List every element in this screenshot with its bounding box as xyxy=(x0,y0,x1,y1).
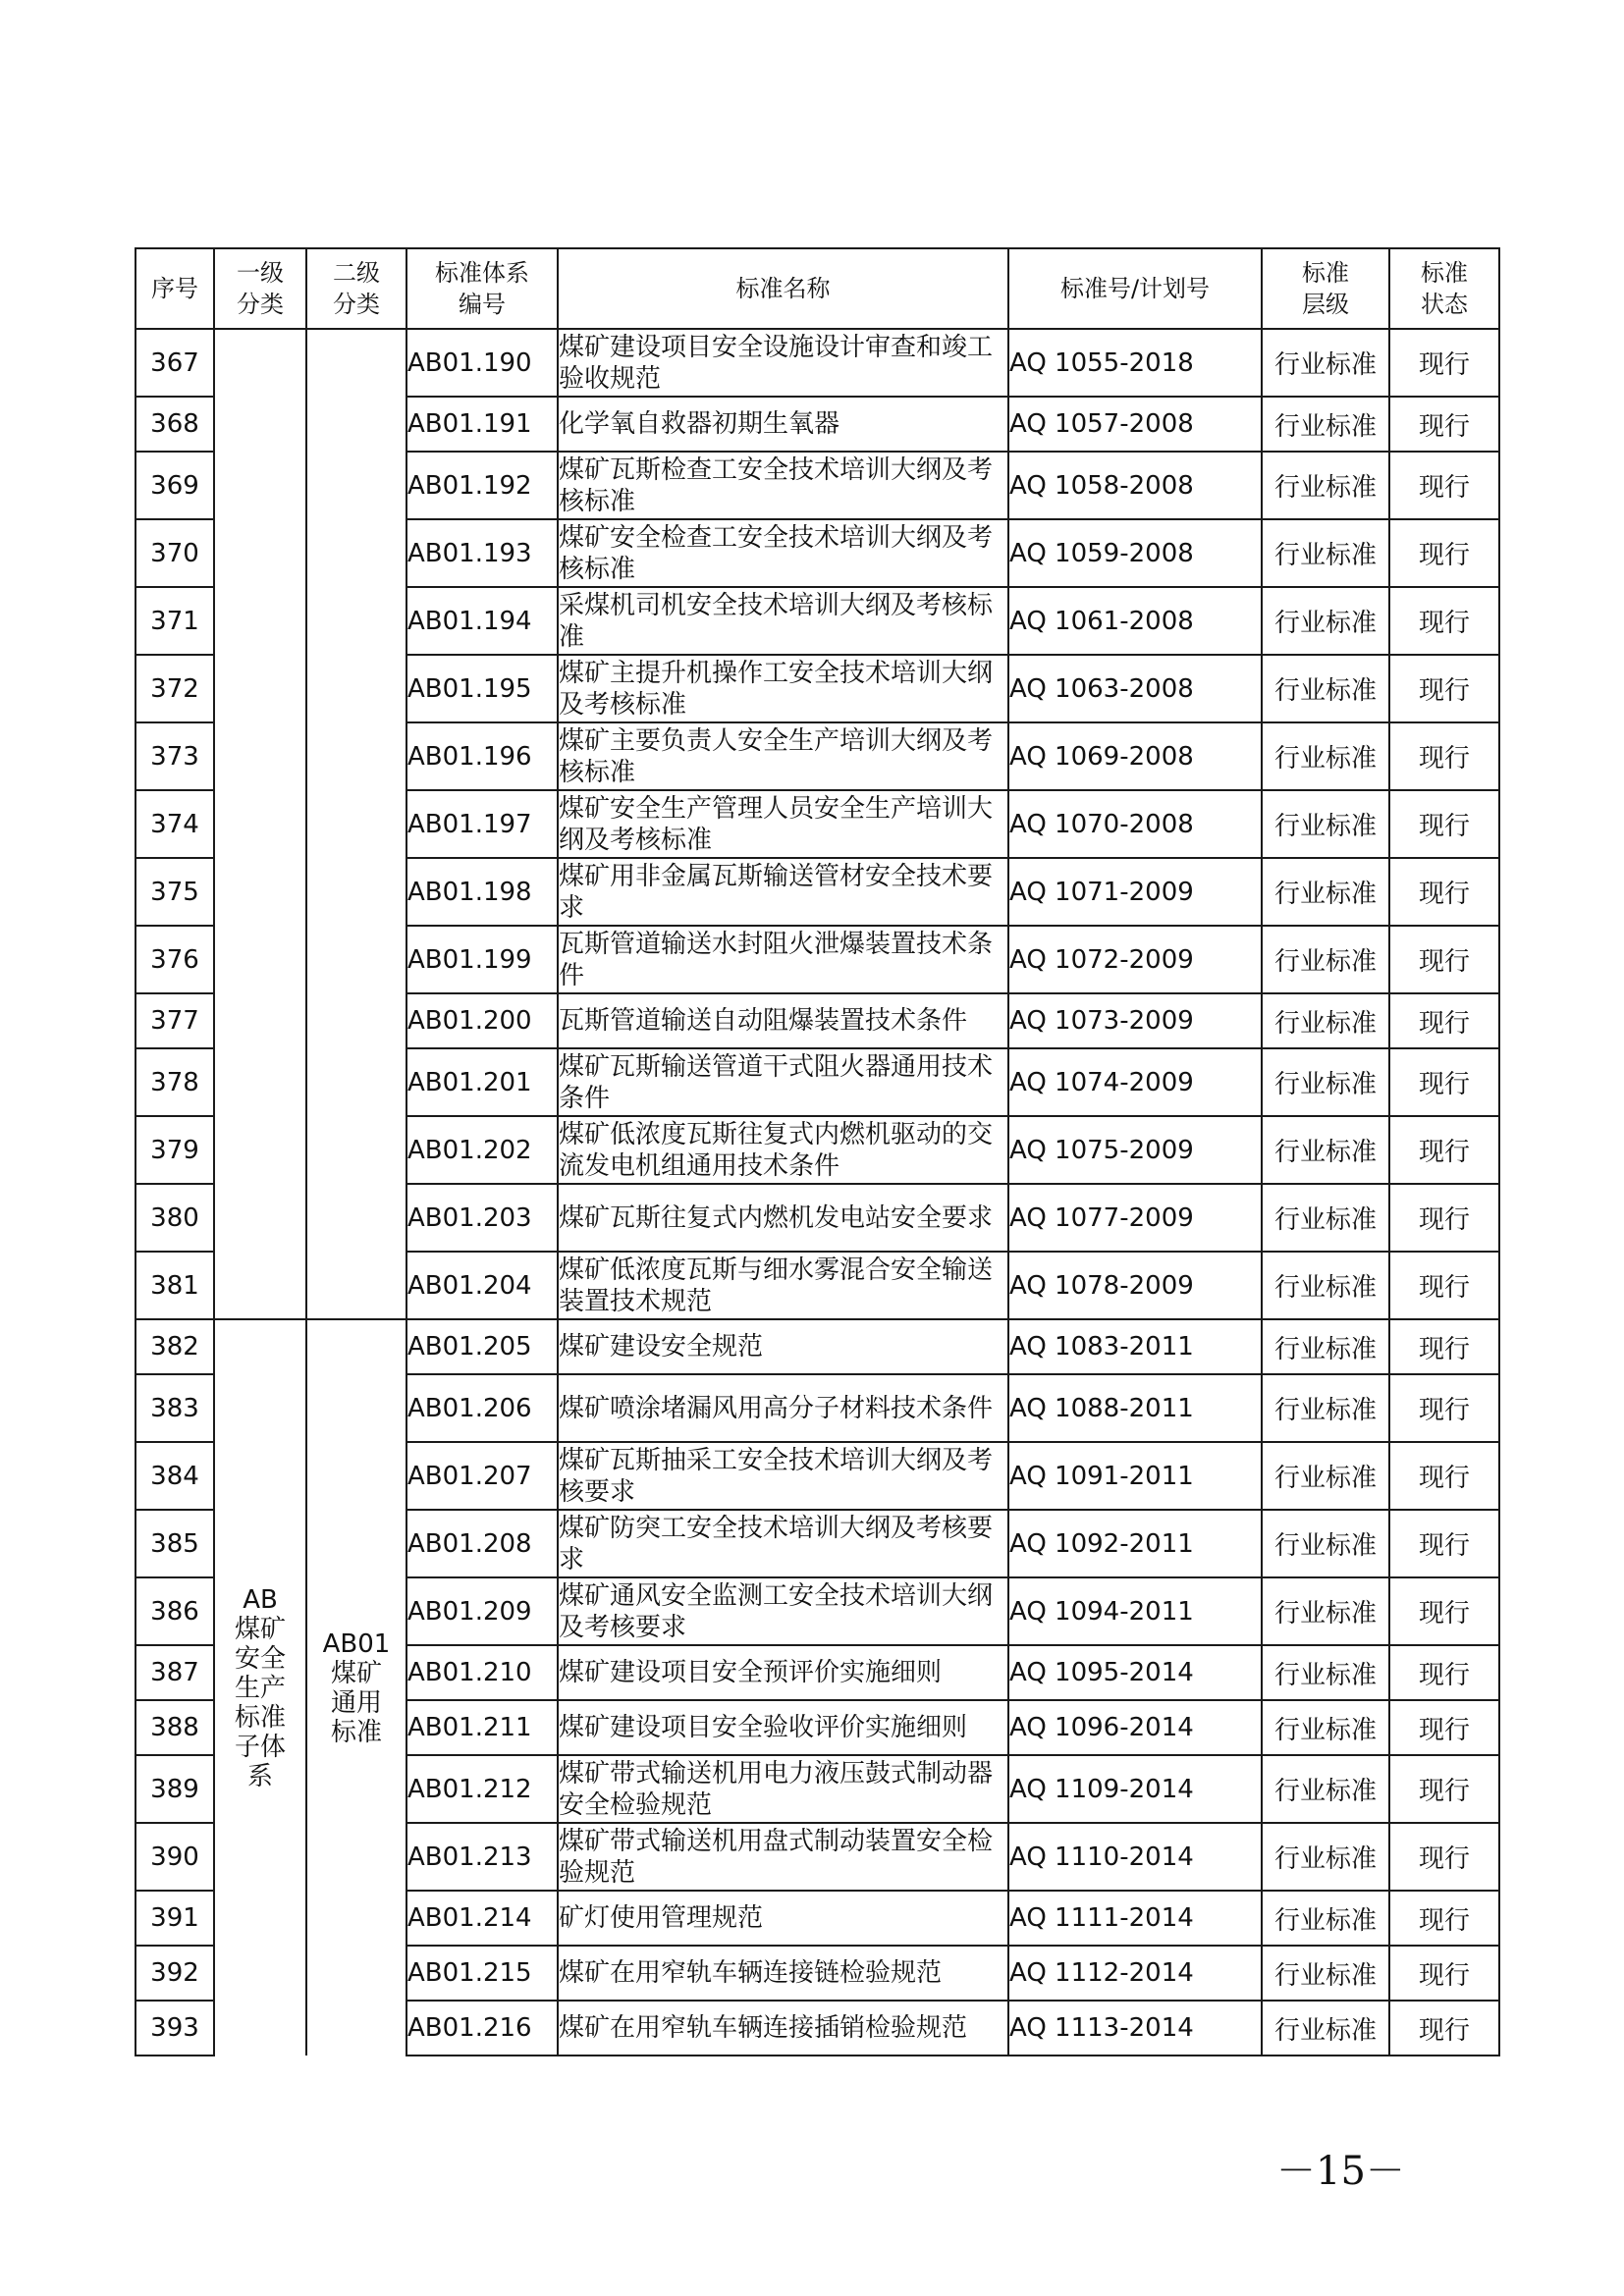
standard-status: 现行 xyxy=(1389,1700,1499,1755)
standard-name: 煤矿主提升机操作工安全技术培训大纲及考核标准 xyxy=(558,655,1008,722)
standard-code: AB01.195 xyxy=(406,655,558,722)
standard-status: 现行 xyxy=(1389,1252,1499,1319)
header-std-level: 标准 层级 xyxy=(1262,248,1389,329)
standard-code: AB01.216 xyxy=(406,2001,558,2056)
standard-name: 采煤机司机安全技术培训大纲及考核标准 xyxy=(558,587,1008,655)
standard-status: 现行 xyxy=(1389,587,1499,655)
header-code: 标准体系 编号 xyxy=(406,248,558,329)
standard-level: 行业标准 xyxy=(1262,519,1389,587)
standard-code: AB01.191 xyxy=(406,397,558,452)
standard-number: AQ 1061-2008 xyxy=(1008,587,1262,655)
standard-name: 煤矿通风安全监测工安全技术培训大纲及考核要求 xyxy=(558,1577,1008,1645)
standard-status: 现行 xyxy=(1389,1577,1499,1645)
standard-name: 矿灯使用管理规范 xyxy=(558,1891,1008,1946)
row-number: 390 xyxy=(135,1823,214,1891)
standard-level: 行业标准 xyxy=(1262,1116,1389,1184)
standard-code: AB01.198 xyxy=(406,858,558,926)
row-number: 392 xyxy=(135,1946,214,2001)
standard-level: 行业标准 xyxy=(1262,1577,1389,1645)
row-number: 371 xyxy=(135,587,214,655)
standard-level: 行业标准 xyxy=(1262,1645,1389,1700)
standard-level: 行业标准 xyxy=(1262,993,1389,1048)
standard-code: AB01.205 xyxy=(406,1319,558,1374)
standard-level: 行业标准 xyxy=(1262,1374,1389,1442)
standard-number: AQ 1055-2018 xyxy=(1008,329,1262,397)
standard-number: AQ 1094-2011 xyxy=(1008,1577,1262,1645)
standard-code: AB01.194 xyxy=(406,587,558,655)
level1-label: 标准 xyxy=(234,1702,286,1733)
standard-name: 煤矿安全检查工安全技术培训大纲及考核标准 xyxy=(558,519,1008,587)
standard-number: AQ 1095-2014 xyxy=(1008,1645,1262,1700)
standard-number: AQ 1077-2009 xyxy=(1008,1184,1262,1252)
standard-status: 现行 xyxy=(1389,1374,1499,1442)
standard-name: 煤矿低浓度瓦斯往复式内燃机驱动的交流发电机组通用技术条件 xyxy=(558,1116,1008,1184)
row-number: 386 xyxy=(135,1577,214,1645)
level2-label: 标准 xyxy=(330,1717,382,1747)
standard-status: 现行 xyxy=(1389,858,1499,926)
standard-name: 煤矿用非金属瓦斯输送管材安全技术要求 xyxy=(558,858,1008,926)
standard-level: 行业标准 xyxy=(1262,722,1389,790)
standard-name: 煤矿建设项目安全验收评价实施细则 xyxy=(558,1700,1008,1755)
row-number: 375 xyxy=(135,858,214,926)
standard-name: 煤矿防突工安全技术培训大纲及考核要求 xyxy=(558,1510,1008,1577)
standard-status: 现行 xyxy=(1389,655,1499,722)
standard-number: AQ 1073-2009 xyxy=(1008,993,1262,1048)
standard-name: 煤矿建设项目安全预评价实施细则 xyxy=(558,1645,1008,1700)
standard-code: AB01.206 xyxy=(406,1374,558,1442)
level1-label: 系 xyxy=(246,1761,273,1791)
row-number: 388 xyxy=(135,1700,214,1755)
row-number: 369 xyxy=(135,452,214,519)
header-level1: 一级 分类 xyxy=(214,248,306,329)
standard-code: AB01.196 xyxy=(406,722,558,790)
standard-number: AQ 1113-2014 xyxy=(1008,2001,1262,2056)
standard-number: AQ 1110-2014 xyxy=(1008,1823,1262,1891)
standard-level: 行业标准 xyxy=(1262,1442,1389,1510)
row-number: 368 xyxy=(135,397,214,452)
standard-name: 煤矿在用窄轨车辆连接插销检验规范 xyxy=(558,2001,1008,2056)
standard-number: AQ 1058-2008 xyxy=(1008,452,1262,519)
header-std-status: 标准 状态 xyxy=(1389,248,1499,329)
standard-name: 煤矿带式输送机用电力液压鼓式制动器安全检验规范 xyxy=(558,1755,1008,1823)
standard-code: AB01.203 xyxy=(406,1184,558,1252)
standard-code: AB01.210 xyxy=(406,1645,558,1700)
row-number: 383 xyxy=(135,1374,214,1442)
standard-code: AB01.209 xyxy=(406,1577,558,1645)
standard-number: AQ 1092-2011 xyxy=(1008,1510,1262,1577)
standards-table xyxy=(135,247,1500,2056)
level2-label: AB01 xyxy=(322,1629,391,1659)
standard-status: 现行 xyxy=(1389,926,1499,993)
standard-name: 煤矿瓦斯往复式内燃机发电站安全要求 xyxy=(558,1184,1008,1252)
standard-status: 现行 xyxy=(1389,790,1499,858)
standard-name: 煤矿带式输送机用盘式制动装置安全检验规范 xyxy=(558,1823,1008,1891)
standard-code: AB01.207 xyxy=(406,1442,558,1510)
standard-level: 行业标准 xyxy=(1262,452,1389,519)
table-row xyxy=(135,1319,1499,1374)
table-body xyxy=(135,329,1499,2056)
standard-status: 现行 xyxy=(1389,1319,1499,1374)
row-number: 391 xyxy=(135,1891,214,1946)
standard-number: AQ 1063-2008 xyxy=(1008,655,1262,722)
standard-level: 行业标准 xyxy=(1262,587,1389,655)
level1-label: 生产 xyxy=(234,1673,286,1703)
standard-code: AB01.193 xyxy=(406,519,558,587)
standard-code: AB01.212 xyxy=(406,1755,558,1823)
standard-name: 煤矿主要负责人安全生产培训大纲及考核标准 xyxy=(558,722,1008,790)
header-row xyxy=(135,248,1499,329)
row-number: 370 xyxy=(135,519,214,587)
row-number: 374 xyxy=(135,790,214,858)
standard-number: AQ 1059-2008 xyxy=(1008,519,1262,587)
header-name: 标准名称 xyxy=(558,248,1008,329)
row-number: 380 xyxy=(135,1184,214,1252)
standard-status: 现行 xyxy=(1389,1823,1499,1891)
row-number: 389 xyxy=(135,1755,214,1823)
standard-status: 现行 xyxy=(1389,397,1499,452)
level1-label: 安全 xyxy=(234,1643,286,1674)
standard-level: 行业标准 xyxy=(1262,1510,1389,1577)
standard-status: 现行 xyxy=(1389,1891,1499,1946)
standard-code: AB01.202 xyxy=(406,1116,558,1184)
standard-status: 现行 xyxy=(1389,1048,1499,1116)
standard-level: 行业标准 xyxy=(1262,1048,1389,1116)
row-number: 367 xyxy=(135,329,214,397)
standard-status: 现行 xyxy=(1389,2001,1499,2056)
standard-level: 行业标准 xyxy=(1262,858,1389,926)
standard-status: 现行 xyxy=(1389,452,1499,519)
standard-name: 煤矿瓦斯检查工安全技术培训大纲及考核标准 xyxy=(558,452,1008,519)
standard-level: 行业标准 xyxy=(1262,2001,1389,2056)
standard-name: 煤矿瓦斯输送管道干式阻火器通用技术条件 xyxy=(558,1048,1008,1116)
standard-code: AB01.200 xyxy=(406,993,558,1048)
table-row xyxy=(135,329,1499,397)
row-number: 376 xyxy=(135,926,214,993)
standard-name: 化学氧自救器初期生氧器 xyxy=(558,397,1008,452)
level1-category xyxy=(214,1319,306,2056)
standard-code: AB01.204 xyxy=(406,1252,558,1319)
standard-level: 行业标准 xyxy=(1262,655,1389,722)
standard-status: 现行 xyxy=(1389,1442,1499,1510)
standard-number: AQ 1069-2008 xyxy=(1008,722,1262,790)
standard-level: 行业标准 xyxy=(1262,397,1389,452)
standard-status: 现行 xyxy=(1389,1510,1499,1577)
standard-level: 行业标准 xyxy=(1262,1184,1389,1252)
header-level2: 二级 分类 xyxy=(306,248,406,329)
standard-status: 现行 xyxy=(1389,993,1499,1048)
standard-level: 行业标准 xyxy=(1262,1891,1389,1946)
standard-number: AQ 1075-2009 xyxy=(1008,1116,1262,1184)
standard-code: AB01.213 xyxy=(406,1823,558,1891)
page-number: －15－ xyxy=(1276,2149,1405,2194)
standard-name: 煤矿喷涂堵漏风用高分子材料技术条件 xyxy=(558,1374,1008,1442)
standard-number: AQ 1112-2014 xyxy=(1008,1946,1262,2001)
standard-status: 现行 xyxy=(1389,1645,1499,1700)
standard-code: AB01.201 xyxy=(406,1048,558,1116)
standard-level: 行业标准 xyxy=(1262,329,1389,397)
standard-level: 行业标准 xyxy=(1262,1755,1389,1823)
standard-number: AQ 1111-2014 xyxy=(1008,1891,1262,1946)
row-number: 381 xyxy=(135,1252,214,1319)
standard-number: AQ 1109-2014 xyxy=(1008,1755,1262,1823)
level2-cell xyxy=(306,329,406,1319)
standard-number: AQ 1057-2008 xyxy=(1008,397,1262,452)
row-number: 384 xyxy=(135,1442,214,1510)
standard-number: AQ 1071-2009 xyxy=(1008,858,1262,926)
standard-code: AB01.197 xyxy=(406,790,558,858)
standard-name: 煤矿安全生产管理人员安全生产培训大纲及考核标准 xyxy=(558,790,1008,858)
standard-name: 煤矿建设安全规范 xyxy=(558,1319,1008,1374)
standard-status: 现行 xyxy=(1389,329,1499,397)
standard-code: AB01.211 xyxy=(406,1700,558,1755)
standard-code: AB01.214 xyxy=(406,1891,558,1946)
standard-number: AQ 1096-2014 xyxy=(1008,1700,1262,1755)
standard-status: 现行 xyxy=(1389,722,1499,790)
standard-number: AQ 1070-2008 xyxy=(1008,790,1262,858)
header-std-no: 标准号/计划号 xyxy=(1008,248,1262,329)
standard-status: 现行 xyxy=(1389,1116,1499,1184)
standard-name: 煤矿低浓度瓦斯与细水雾混合安全输送装置技术规范 xyxy=(558,1252,1008,1319)
standard-name: 瓦斯管道输送水封阻火泄爆装置技术条件 xyxy=(558,926,1008,993)
standard-level: 行业标准 xyxy=(1262,926,1389,993)
standard-code: AB01.199 xyxy=(406,926,558,993)
standard-name: 瓦斯管道输送自动阻爆装置技术条件 xyxy=(558,993,1008,1048)
row-number: 385 xyxy=(135,1510,214,1577)
standard-status: 现行 xyxy=(1389,1946,1499,2001)
standard-level: 行业标准 xyxy=(1262,1319,1389,1374)
standard-number: AQ 1088-2011 xyxy=(1008,1374,1262,1442)
standard-code: AB01.190 xyxy=(406,329,558,397)
row-number: 377 xyxy=(135,993,214,1048)
standard-level: 行业标准 xyxy=(1262,1700,1389,1755)
standard-code: AB01.192 xyxy=(406,452,558,519)
standard-number: AQ 1074-2009 xyxy=(1008,1048,1262,1116)
standard-code: AB01.208 xyxy=(406,1510,558,1577)
header-no: 序号 xyxy=(135,248,214,329)
level1-label: AB xyxy=(243,1584,278,1615)
standard-number: AQ 1083-2011 xyxy=(1008,1319,1262,1374)
standard-name: 煤矿瓦斯抽采工安全技术培训大纲及考核要求 xyxy=(558,1442,1008,1510)
standard-name: 煤矿在用窄轨车辆连接链检验规范 xyxy=(558,1946,1008,2001)
level1-cell xyxy=(214,329,306,1319)
standard-status: 现行 xyxy=(1389,1755,1499,1823)
standard-level: 行业标准 xyxy=(1262,790,1389,858)
row-number: 382 xyxy=(135,1319,214,1374)
standard-level: 行业标准 xyxy=(1262,1946,1389,2001)
level2-category xyxy=(306,1319,406,2056)
level1-label: 煤矿 xyxy=(234,1614,286,1644)
row-number: 379 xyxy=(135,1116,214,1184)
standard-number: AQ 1091-2011 xyxy=(1008,1442,1262,1510)
standard-code: AB01.215 xyxy=(406,1946,558,2001)
standard-level: 行业标准 xyxy=(1262,1823,1389,1891)
row-number: 372 xyxy=(135,655,214,722)
standard-number: AQ 1078-2009 xyxy=(1008,1252,1262,1319)
row-number: 373 xyxy=(135,722,214,790)
standard-level: 行业标准 xyxy=(1262,1252,1389,1319)
standard-name: 煤矿建设项目安全设施设计审查和竣工验收规范 xyxy=(558,329,1008,397)
level2-label: 煤矿 xyxy=(330,1658,382,1688)
row-number: 387 xyxy=(135,1645,214,1700)
row-number: 393 xyxy=(135,2001,214,2056)
row-number: 378 xyxy=(135,1048,214,1116)
standard-status: 现行 xyxy=(1389,1184,1499,1252)
level1-label: 子体 xyxy=(234,1732,286,1762)
level2-label: 通用 xyxy=(330,1687,382,1718)
standard-status: 现行 xyxy=(1389,519,1499,587)
standard-number: AQ 1072-2009 xyxy=(1008,926,1262,993)
